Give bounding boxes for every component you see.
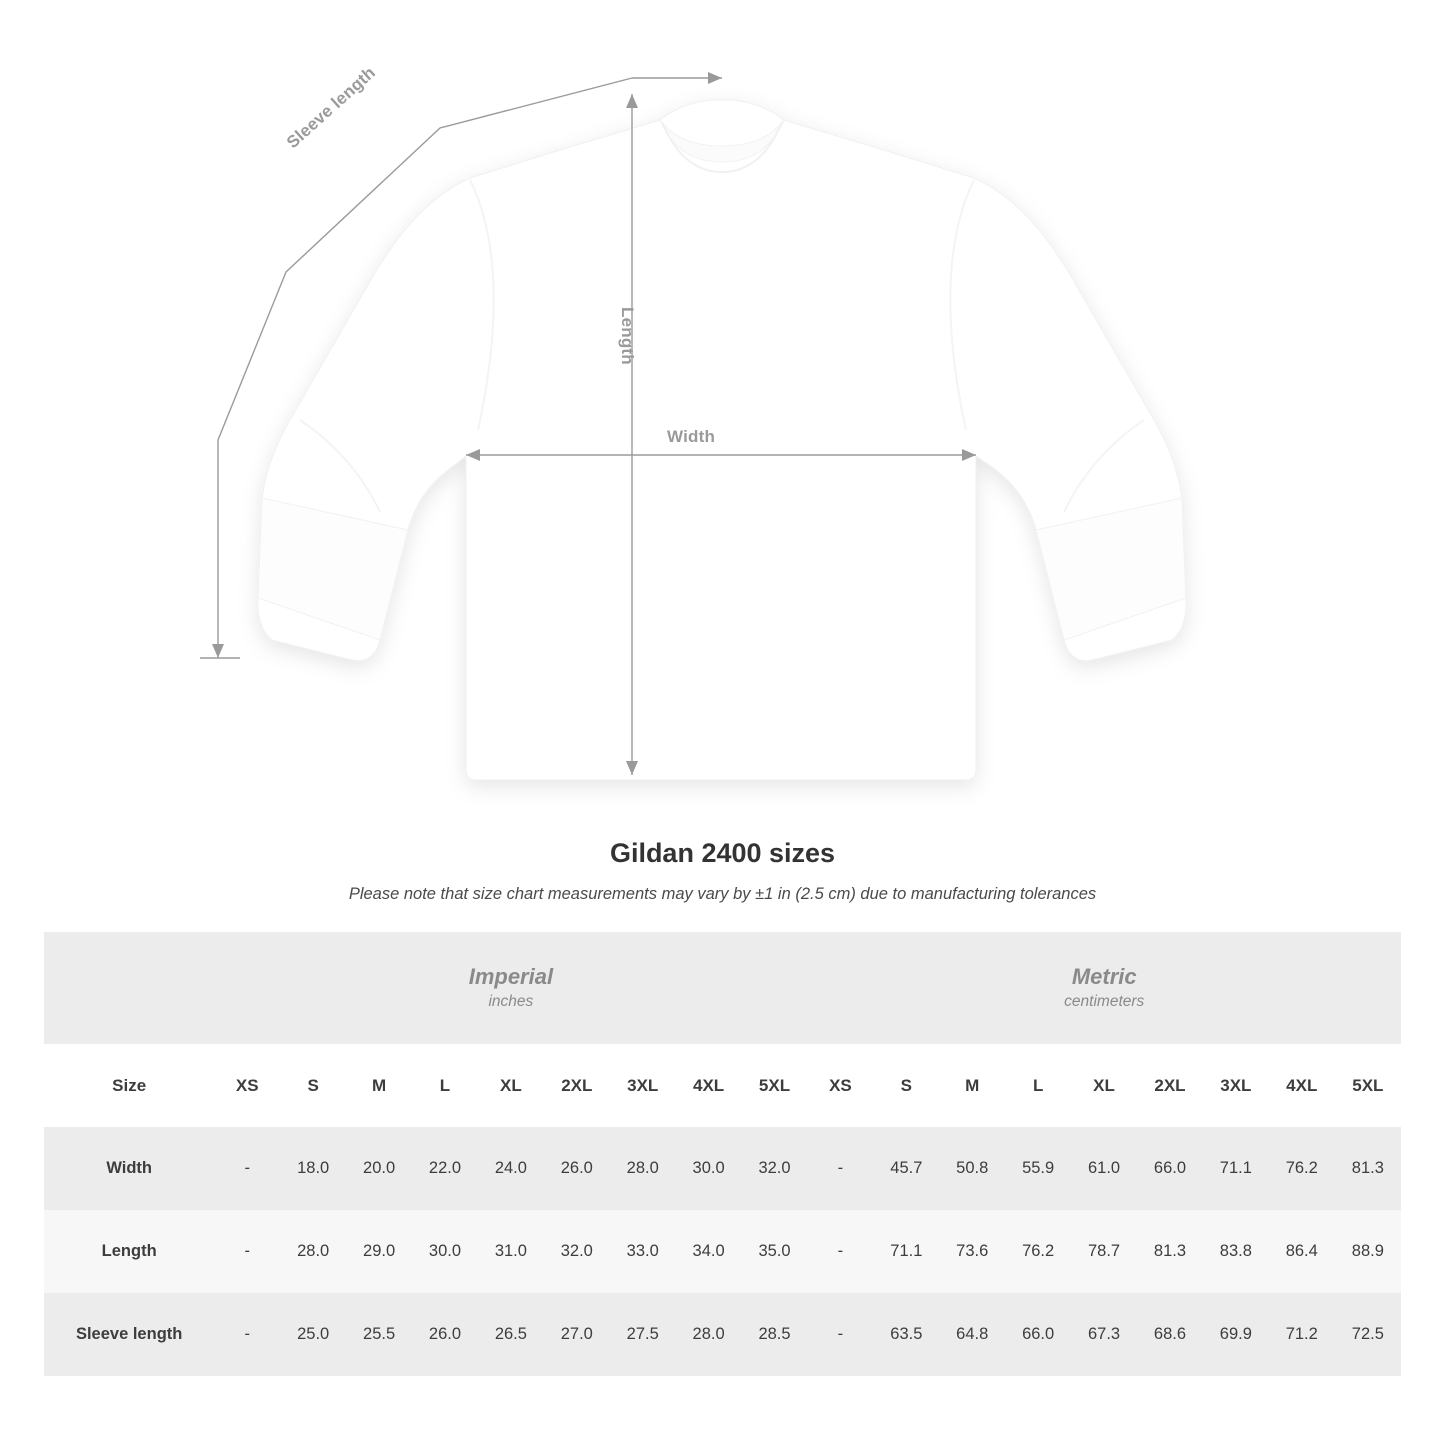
cell-length-10: 71.1 (873, 1210, 939, 1293)
cell-width-1: 18.0 (280, 1127, 346, 1210)
cell-length-12: 76.2 (1005, 1210, 1071, 1293)
cell-sleeve-17: 72.5 (1335, 1293, 1401, 1376)
header-size-2xl-imperial: 2XL (544, 1044, 610, 1127)
table-row-length (44, 1210, 1401, 1293)
cell-width-8: 32.0 (742, 1127, 808, 1210)
header-size-3xl-imperial: 3XL (610, 1044, 676, 1127)
page-title: Gildan 2400 sizes (609, 838, 836, 868)
cell-width-4: 24.0 (478, 1127, 544, 1210)
cell-length-14: 81.3 (1137, 1210, 1203, 1293)
header-size-4xl-imperial: 4XL (676, 1044, 742, 1127)
cell-length-1: 28.0 (280, 1210, 346, 1293)
table-row-width (44, 1127, 1401, 1210)
cell-sleeve-14: 68.6 (1137, 1293, 1203, 1376)
cell-length-11: 73.6 (939, 1210, 1005, 1293)
cell-length-6: 33.0 (610, 1210, 676, 1293)
cell-sleeve-4: 26.5 (478, 1293, 544, 1376)
unit-metric-sub: centimeters (1064, 993, 1145, 1011)
cell-width-5: 26.0 (544, 1127, 610, 1210)
cell-length-15: 83.8 (1203, 1210, 1269, 1293)
cell-width-3: 22.0 (412, 1127, 478, 1210)
cell-sleeve-16: 71.2 (1269, 1293, 1335, 1376)
cell-sleeve-8: 28.5 (742, 1293, 808, 1376)
cell-width-15: 71.1 (1203, 1127, 1269, 1210)
header-size-xs-metric: XS (807, 1044, 873, 1127)
shirt-shape (258, 100, 1186, 780)
header-size: Size (44, 1044, 214, 1127)
cell-sleeve-9: - (807, 1293, 873, 1376)
header-size-l-imperial: L (412, 1044, 478, 1127)
cell-length-0: - (214, 1210, 280, 1293)
cell-length-13: 78.7 (1071, 1210, 1137, 1293)
header-size-xl-metric: XL (1071, 1044, 1137, 1127)
cell-sleeve-5: 27.0 (544, 1293, 610, 1376)
cell-sleeve-11: 64.8 (939, 1293, 1005, 1376)
units-header-row (44, 932, 1401, 1044)
cell-length-8: 35.0 (742, 1210, 808, 1293)
cell-length-2: 29.0 (346, 1210, 412, 1293)
table-row-sleeve-length (44, 1293, 1401, 1376)
cell-width-13: 61.0 (1071, 1127, 1137, 1210)
header-size-m-metric: M (939, 1044, 1005, 1127)
unit-imperial-name: Imperial (468, 963, 554, 989)
header-size-4xl-metric: 4XL (1269, 1044, 1335, 1127)
header-size-s-imperial: S (280, 1044, 346, 1127)
cell-length-3: 30.0 (412, 1210, 478, 1293)
unit-imperial (214, 932, 807, 1044)
header-size-m-imperial: M (346, 1044, 412, 1127)
cell-sleeve-15: 69.9 (1203, 1293, 1269, 1376)
width-measure-label: Width (667, 427, 716, 446)
cell-width-10: 45.7 (873, 1127, 939, 1210)
sleeve-length-measure-label: Sleeve length (283, 62, 380, 153)
cell-length-7: 34.0 (676, 1210, 742, 1293)
cell-sleeve-6: 27.5 (610, 1293, 676, 1376)
cell-length-5: 32.0 (544, 1210, 610, 1293)
row-label-width: Width (44, 1127, 214, 1210)
row-label-length: Length (44, 1210, 214, 1293)
cell-sleeve-0: - (214, 1293, 280, 1376)
cell-width-0: - (214, 1127, 280, 1210)
cell-sleeve-7: 28.0 (676, 1293, 742, 1376)
cell-width-16: 76.2 (1269, 1127, 1335, 1210)
size-header-row (44, 1044, 1401, 1127)
units-corner-cell (44, 932, 214, 1044)
length-measure-label: Length (618, 307, 637, 365)
header-size-5xl-imperial: 5XL (742, 1044, 808, 1127)
tolerance-note: Please note that size chart measurements may vary by ±1 in (2.5 cm) due to manufacturing tolerances (348, 885, 1097, 903)
header-size-xl-imperial: XL (478, 1044, 544, 1127)
cell-width-14: 66.0 (1137, 1127, 1203, 1210)
cell-sleeve-1: 25.0 (280, 1293, 346, 1376)
cell-sleeve-10: 63.5 (873, 1293, 939, 1376)
header-size-l-metric: L (1005, 1044, 1071, 1127)
header-size-s-metric: S (873, 1044, 939, 1127)
unit-imperial-sub: inches (488, 993, 534, 1011)
cell-width-12: 55.9 (1005, 1127, 1071, 1210)
row-label-sleeve-length: Sleeve length (44, 1293, 214, 1376)
header-size-3xl-metric: 3XL (1203, 1044, 1269, 1127)
cell-length-9: - (807, 1210, 873, 1293)
size-table (44, 932, 1401, 1376)
size-table-wrap (0, 932, 1445, 1376)
cell-length-16: 86.4 (1269, 1210, 1335, 1293)
cell-width-11: 50.8 (939, 1127, 1005, 1210)
header-size-xs-imperial: XS (214, 1044, 280, 1127)
header-size-5xl-metric: 5XL (1335, 1044, 1401, 1127)
unit-metric (807, 932, 1401, 1044)
cell-width-17: 81.3 (1335, 1127, 1401, 1210)
cell-sleeve-12: 66.0 (1005, 1293, 1071, 1376)
unit-metric-name: Metric (1071, 963, 1137, 989)
cell-sleeve-13: 67.3 (1071, 1293, 1137, 1376)
cell-sleeve-3: 26.0 (412, 1293, 478, 1376)
cell-width-7: 30.0 (676, 1127, 742, 1210)
cell-width-9: - (807, 1127, 873, 1210)
cell-length-17: 88.9 (1335, 1210, 1401, 1293)
title-block (0, 838, 1445, 904)
cell-length-4: 31.0 (478, 1210, 544, 1293)
cell-sleeve-2: 25.5 (346, 1293, 412, 1376)
header-size-2xl-metric: 2XL (1137, 1044, 1203, 1127)
cell-width-2: 20.0 (346, 1127, 412, 1210)
cell-width-6: 28.0 (610, 1127, 676, 1210)
